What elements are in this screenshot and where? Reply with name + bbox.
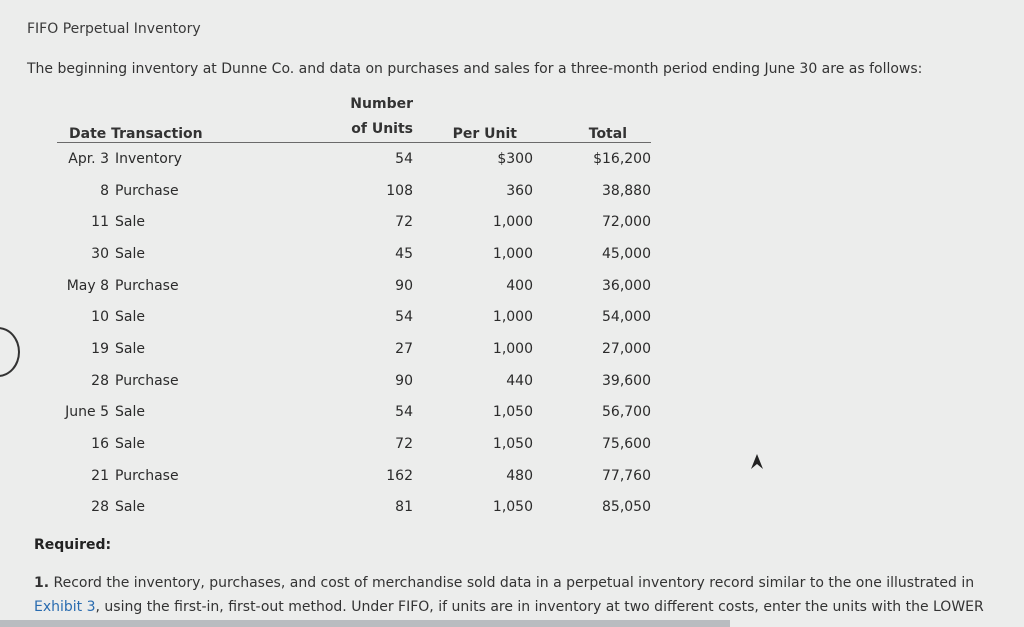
header-per-unit: Per Unit xyxy=(452,126,517,142)
cell-per-unit: 1,050 xyxy=(492,436,533,453)
cell-transaction: Purchase xyxy=(115,372,179,389)
cell-transaction: Inventory xyxy=(115,150,182,167)
cell-per-unit: 1,050 xyxy=(492,499,533,516)
cell-date: Apr. 3 xyxy=(68,150,109,167)
cell-transaction: Purchase xyxy=(115,467,179,484)
cell-total: 39,600 xyxy=(602,372,651,389)
cell-units: 162 xyxy=(386,467,413,484)
cell-total: $16,200 xyxy=(593,150,651,167)
cell-transaction: Sale xyxy=(115,340,145,357)
cell-total: 27,000 xyxy=(602,340,651,357)
cell-transaction: Purchase xyxy=(115,277,179,294)
cell-total: 38,880 xyxy=(602,182,651,199)
table-header-row xyxy=(57,92,651,143)
page-title: FIFO Perpetual Inventory xyxy=(27,21,201,37)
header-number-line1: Number xyxy=(350,96,413,112)
cell-units: 108 xyxy=(386,182,413,199)
cell-transaction: Sale xyxy=(115,214,145,231)
cell-units: 54 xyxy=(395,150,413,167)
cell-units: 54 xyxy=(395,404,413,421)
cell-units: 90 xyxy=(395,372,413,389)
header-total: Total xyxy=(588,126,627,142)
cell-units: 72 xyxy=(395,214,413,231)
table-row xyxy=(57,460,651,492)
cell-date: 30 xyxy=(91,245,109,262)
cell-transaction: Sale xyxy=(115,499,145,516)
cell-units: 81 xyxy=(395,499,413,516)
table-row xyxy=(57,206,651,238)
table-row xyxy=(57,428,651,460)
header-number-of-units xyxy=(265,92,413,143)
cell-date: 19 xyxy=(91,340,109,357)
cell-per-unit: 360 xyxy=(506,182,533,199)
cell-total: 85,050 xyxy=(602,499,651,516)
cell-total: 54,000 xyxy=(602,309,651,326)
table-row xyxy=(57,365,651,397)
cell-per-unit: 400 xyxy=(506,277,533,294)
cell-date: 28 xyxy=(91,499,109,516)
cell-transaction: Sale xyxy=(115,245,145,262)
horizontal-scrollbar[interactable] xyxy=(0,620,730,627)
table-row xyxy=(57,301,651,333)
cell-date: 28 xyxy=(91,372,109,389)
cell-total: 75,600 xyxy=(602,436,651,453)
cell-date: May 8 xyxy=(66,277,109,294)
table-row xyxy=(57,270,651,302)
table-row xyxy=(57,175,651,207)
cell-transaction: Sale xyxy=(115,436,145,453)
cell-date: 16 xyxy=(91,436,109,453)
cell-total: 36,000 xyxy=(602,277,651,294)
requirement-text-part2: , using the first-in, first-out method. Under FIFO, if units are in inventory at two different costs, enter the units with the LOWER xyxy=(95,599,984,615)
cell-date: 11 xyxy=(91,214,109,231)
cell-total: 45,000 xyxy=(602,245,651,262)
required-heading: Required: xyxy=(34,537,112,553)
cell-units: 45 xyxy=(395,245,413,262)
requirement-1 xyxy=(34,571,1004,619)
exhibit-3-link[interactable]: Exhibit 3 xyxy=(34,599,96,615)
cell-date: 21 xyxy=(91,467,109,484)
inventory-table xyxy=(57,92,651,523)
requirement-number: 1. xyxy=(34,575,50,591)
cell-per-unit: 1,000 xyxy=(492,309,533,326)
cell-total: 77,760 xyxy=(602,467,651,484)
requirement-text-part1: Record the inventory, purchases, and cost of merchandise sold data in a perpetual inventory record similar to the one illustrated in xyxy=(53,575,975,591)
header-number-line2: of Units xyxy=(351,121,413,137)
cell-units: 90 xyxy=(395,277,413,294)
table-row xyxy=(57,143,651,175)
cell-date: June 5 xyxy=(65,404,109,421)
cell-units: 27 xyxy=(395,340,413,357)
mouse-cursor-icon xyxy=(750,452,764,470)
cell-transaction: Purchase xyxy=(115,182,179,199)
cell-units: 72 xyxy=(395,436,413,453)
cell-per-unit: 1,000 xyxy=(492,214,533,231)
cell-per-unit: 480 xyxy=(506,467,533,484)
cell-per-unit: 440 xyxy=(506,372,533,389)
cell-total: 72,000 xyxy=(602,214,651,231)
cell-date: 10 xyxy=(91,309,109,326)
cell-transaction: Sale xyxy=(115,309,145,326)
cell-total: 56,700 xyxy=(602,404,651,421)
cell-units: 54 xyxy=(395,309,413,326)
cell-transaction: Sale xyxy=(115,404,145,421)
side-nav-circle-icon[interactable] xyxy=(0,327,20,377)
table-row xyxy=(57,238,651,270)
intro-text: The beginning inventory at Dunne Co. and data on purchases and sales for a three-month period ending June 30 are as follows: xyxy=(27,61,923,77)
header-date-transaction: Date Transaction xyxy=(69,126,203,142)
cell-per-unit: 1,000 xyxy=(492,340,533,357)
table-row xyxy=(57,333,651,365)
table-row xyxy=(57,492,651,524)
cell-per-unit: $300 xyxy=(497,150,533,167)
cell-date: 8 xyxy=(100,182,109,199)
cell-per-unit: 1,000 xyxy=(492,245,533,262)
cell-per-unit: 1,050 xyxy=(492,404,533,421)
table-row xyxy=(57,397,651,429)
